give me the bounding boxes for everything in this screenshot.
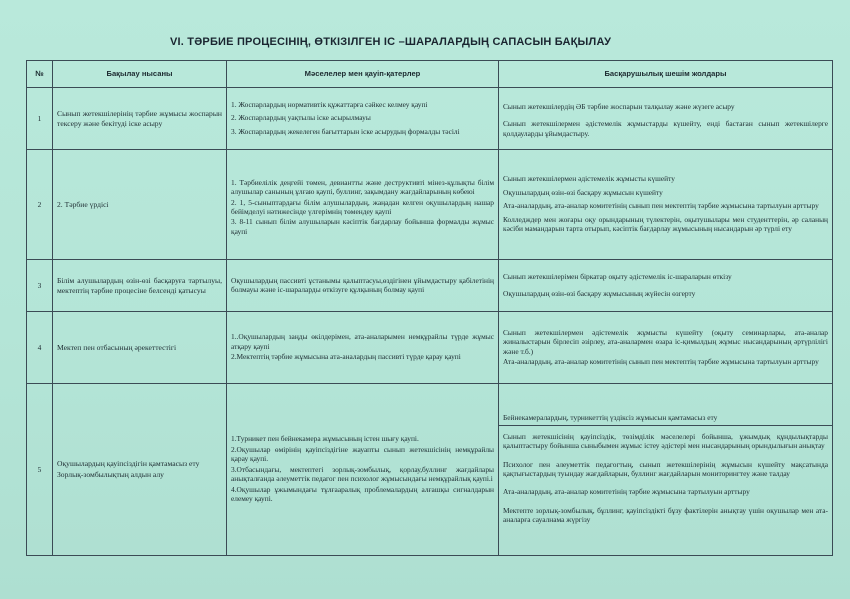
row-number: 3 <box>27 260 53 312</box>
object-line: Оқушылардың қауіпсіздігін қамтамасыз ету <box>57 458 200 468</box>
row-object <box>53 384 227 556</box>
table-header-row <box>27 61 833 88</box>
decision-item: Ата-аналардың, ата-аналар комитетінің тәрбие жұмысына тартылуын арттыру <box>503 487 750 497</box>
row-risks <box>227 150 499 260</box>
page-title: VI. ТӘРБИЕ ПРОЦЕСІНІҢ, ӨТКІЗІЛГЕН ІС –ШАРАЛАРДЫҢ САПАСЫН БАҚЫЛАУ <box>170 36 612 48</box>
object-line: Зорлық-зомбылықтың алдын алу <box>57 469 164 479</box>
cell-divider <box>499 425 832 426</box>
header-control-object: Бақылау нысаны <box>53 61 227 88</box>
table-row <box>27 384 833 556</box>
row-risks <box>227 260 499 312</box>
row-object: 2. Тәрбие үрдісі <box>53 150 227 260</box>
row-decisions <box>499 150 833 260</box>
risk-item: 3.Отбасындағы, мектептегі зорлық-зомбылық, қорлау,буллинг жағдайлары анықталғанда әлеуметтік педагог пен психолог жұмысындағы немқұрайлық қаупі.і <box>231 464 494 484</box>
risk-item: 1. Тәрбиелілік деңгейі төмен, девиантты және деструктивті мінез-құлықты білім алушылар санының ұлғаю қаупі, буллинг, зақымдану жағдайларының көбеюі <box>231 177 494 197</box>
row-object: Білім алушылардың өзін-өзі басқаруға тартылуы, мектептің тәрбие процесіне белсенді қатысуы <box>53 260 227 312</box>
table-row <box>27 312 833 384</box>
table-row <box>27 260 833 312</box>
header-decisions: Басқарушылық шешім жолдары <box>499 61 833 88</box>
decision-item: Сынып жетекшілермен әдістемелік жұмысты күшейту (оқыту семинарлары, ата-аналар жиналыстарын бірлесіп әзірлеу, ата-аналармен өзара іс-қимылдың жұмыс нысандарының әртүрлілігі және т.б.) <box>503 327 828 356</box>
row-decisions <box>499 260 833 312</box>
decision-item: Ата-аналардың, ата-аналар комитетінің сынып пен мектептің тәрбие жұмысына тартылуын арттыру <box>503 201 819 211</box>
risk-item: 2.Мектептің тәрбие жұмысына ата-аналардың пассивті түрде қарау қаупі <box>231 352 461 362</box>
risk-item: 1..Оқушылардың заңды өкілдерімен, ата-аналарымен немқұрайлы түрде жұмыс атқару қаупі <box>231 332 494 351</box>
risk-item: 1. Жоспарлардың нормативтік құжаттарға сәйкес келмеу қаупі <box>231 99 428 109</box>
control-table <box>26 60 833 556</box>
row-object: Мектеп пен отбасының әрекеттестігі <box>53 312 227 384</box>
row-risks <box>227 88 499 150</box>
risk-item: 3. Жоспарлардың жекелеген бағыттарын іске асырудың формалды тәсілі <box>231 126 460 136</box>
decision-item: Сынып жетекшісінің қауіпсіздік, төзімділік мәселелері бойынша, ұжымдық құндылықтарды қалыптастыру бойынша сыныбымен жұмыс істеу әдістері мен нысандарының орындылығын анықтау <box>503 431 828 451</box>
row-risks <box>227 312 499 384</box>
risk-item: 1.Турникет пен бейнекамера жұмысының істен шығу қаупі. <box>231 434 419 444</box>
table-row <box>27 150 833 260</box>
decision-item: Сынып жетекшілермен әдістемелік жұмыстарды күшейту, енді бастаған сынып жетекшілерге қолдауларды ұйымдастыру. <box>503 119 828 138</box>
decision-item: Ата-аналардың, ата-аналар комитетінің сынып пен мектептің тәрбие жұмысына тартылуын арттыру <box>503 356 819 366</box>
row-risks <box>227 384 499 556</box>
decision-item: Сынып жетекшілермен әдістемелік жұмысты күшейту <box>503 174 675 184</box>
decision-item: Бейнекамералардың, турникеттің үздіксіз жұмысын қамтамасыз ету <box>503 413 718 423</box>
header-number: № <box>27 61 53 88</box>
row-decisions <box>499 88 833 150</box>
risk-item: 2.Оқушылар өмірінің қауіпсіздігіне жауапты сынып жетекшісінің немқұрайлы қарау қаупі. <box>231 444 494 464</box>
risk-item: 3. 8-11 сынып білім алушыларын кәсіптік бағдарлау бойынша формалды жұмыс қаупі <box>231 217 494 236</box>
decision-item: Сынып жетекшілерімен біркатар оқыту әдістемелік іс-шараларын өткізу <box>503 271 732 281</box>
risk-item: 4.Оқушылар ұжымындағы тұлғааралық проблемалардың алғашқы сигналдарын елемеу қаупі. <box>231 484 494 504</box>
decision-item: Оқушылардың өзін-өзі басқару жұмысын күшейту <box>503 187 663 197</box>
row-number: 4 <box>27 312 53 384</box>
row-decisions <box>499 312 833 384</box>
decision-item: Мектепте зорлық-зомбылық, бұллинг, қауіпсіздікті бұзу фактілерін анықтау үшін оқушылар мен ата-аналарға сауалнама жүргізу <box>503 505 828 525</box>
table-row <box>27 88 833 150</box>
row-number: 5 <box>27 384 53 556</box>
risk-item: 2. 1, 5-сыныптардағы білім алушылардың, жаңадан келген оқушылардың нашар бейімделуі нәтижесінде үлгерімнің төмендеу қаупі <box>231 197 494 216</box>
decision-item: Сынып жетекшілердің ӘБ тәрбие жоспарын талқылау және жүзеге асыру <box>503 101 735 111</box>
risk-item: 2. Жоспарлардың уақтылы іске асырылмауы <box>231 113 371 123</box>
row-number: 1 <box>27 88 53 150</box>
row-decisions <box>499 384 833 556</box>
decision-item: Оқушылардың өзін-өзі басқару жұмысының жүйесін өзгерту <box>503 289 696 298</box>
header-risks: Мәселелер мен қауіп-қатерлер <box>227 61 499 88</box>
decision-item: Психолог пен әлеуметтік педагогтың, сынып жетекшілерінің жұмысын күшейту мақсатында қақтығыстардың туындау жағдайларын, буллинг жағдайларын мониторингтеу және талдау <box>503 459 828 478</box>
row-object: Сынып жетекшілерінің тәрбие жұмысы жоспарын тексеру және бекітуді іске асыру <box>53 88 227 150</box>
row-number: 2 <box>27 150 53 260</box>
risk-item: Оқушылардың пассивті ұстанымы қалыптасуы,өздігінен ұйымдастыру қабілетінің болмауы және іс-шараларды өткізуге құлқының болмау қаупі <box>231 275 494 294</box>
decision-item: Колледждер мен жоғары оқу орындарының түлектерін, оқытушылары мен студенттерін, әр саланың кәсіби мамандарын тарта отырып, кәсіптік бағдарлау жұмысының нысандарын әр түрлі ету <box>503 214 828 234</box>
